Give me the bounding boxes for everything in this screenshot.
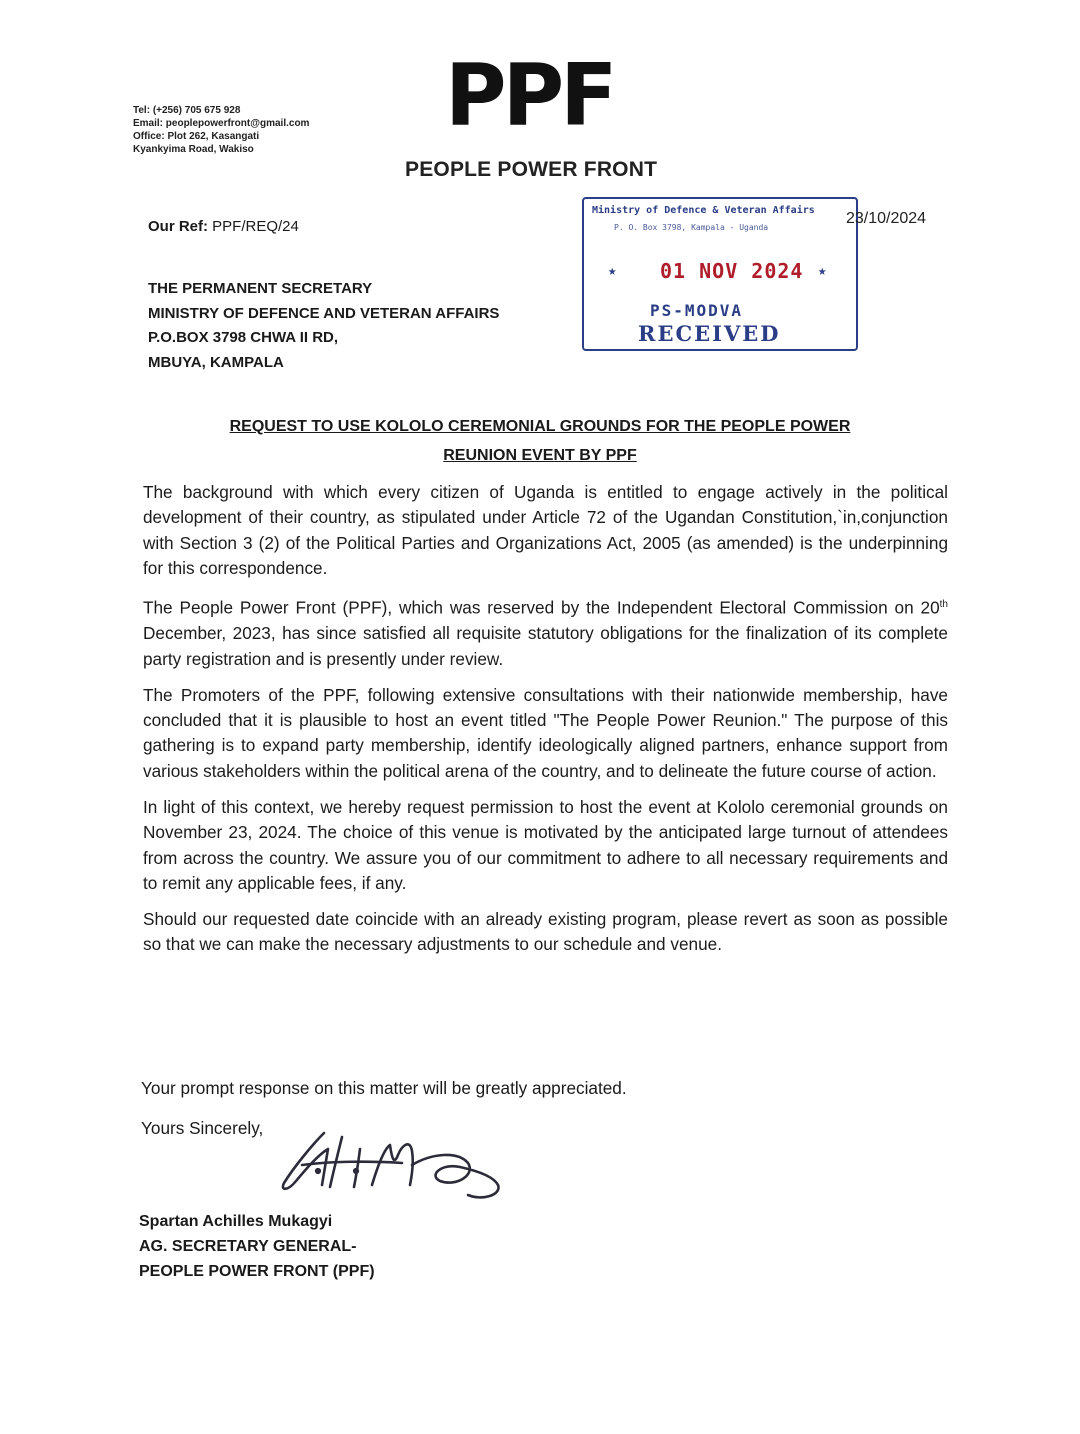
letter-date: 23/10/2024 bbox=[846, 210, 927, 227]
handwritten-signature bbox=[272, 1125, 507, 1210]
stamp-ministry: Ministry of Defence & Veteran Affairs bbox=[592, 205, 815, 216]
stamp-status: RECEIVED bbox=[638, 321, 781, 346]
valediction: Yours Sincerely, bbox=[141, 1118, 264, 1138]
recipient-line: P.O.BOX 3798 CHWA II RD, bbox=[148, 329, 339, 346]
contact-office: Office: Plot 262, Kasangati bbox=[133, 131, 260, 142]
paragraph-text: The People Power Front (PPF), which was reserved by the Independent Electoral Commission on 20 bbox=[143, 597, 940, 618]
paragraph: In light of this context, we hereby request permission to host the event at Kololo ceremonial grounds on November 23, 2024. The choice of this venue is motivated by the anticipated large turnout of attendees from across the country. We assure you of our commitment to adhere to all necessary requirements and to remit any applicable fees, if any. bbox=[143, 797, 948, 893]
ordinal-suffix: th bbox=[939, 599, 948, 611]
stamp-address: P. O. Box 3798, Kampala - Uganda bbox=[614, 223, 769, 232]
recipient-line: THE PERMANENT SECRETARY bbox=[148, 280, 373, 297]
reference-label: Our Ref: bbox=[148, 218, 208, 235]
recipient-line: MINISTRY OF DEFENCE AND VETERAN AFFAIRS bbox=[148, 304, 500, 322]
paragraph: The background with which every citizen of Uganda is entitled to engage actively in the political development of their country, as stipulated under Article 72 of the Ugandan Constitution,`in,conjunction with Section 3 (2) of the Political Parties and Organizations Act, 2005 (as amended) is the underpinning for this correspondence. bbox=[143, 482, 948, 578]
recipient-line: MBUYA, KAMPALA bbox=[148, 353, 284, 371]
paragraph: Should our requested date coincide with an already existing program, please revert as soon as possible so that we can make the necessary adjustments to our schedule and venue. bbox=[143, 909, 948, 955]
letter-body bbox=[143, 480, 948, 969]
contact-block bbox=[133, 104, 309, 156]
ppf-logo: PPF bbox=[445, 45, 614, 145]
received-stamp bbox=[582, 197, 858, 351]
subject-line: REUNION EVENT BY PPF bbox=[443, 447, 637, 464]
letter-subject bbox=[170, 412, 910, 470]
star-icon: ★ bbox=[818, 263, 827, 279]
star-icon: ★ bbox=[608, 263, 617, 279]
signatory-organization: PEOPLE POWER FRONT (PPF) bbox=[139, 1263, 375, 1280]
paragraph-text: December, 2023, has since satisfied all requisite statutory obligations for the finalization of its complete party registration and is presently under review. bbox=[143, 623, 948, 669]
paragraph bbox=[143, 592, 948, 672]
signatory-name: Spartan Achilles Mukagyi bbox=[139, 1213, 333, 1230]
closing-line: Your prompt response on this matter will be greatly appreciated. bbox=[141, 1078, 627, 1098]
stamp-office: PS-MODVA bbox=[650, 301, 744, 320]
stamp-date: 01 NOV 2024 bbox=[660, 259, 804, 283]
organization-name: PEOPLE POWER FRONT bbox=[405, 158, 658, 181]
signatory-title: AG. SECRETARY GENERAL- bbox=[139, 1238, 357, 1255]
subject-line: REQUEST TO USE KOLOLO CEREMONIAL GROUNDS FOR THE PEOPLE POWER bbox=[229, 418, 851, 435]
contact-office-road: Kyankyima Road, Wakiso bbox=[133, 144, 254, 155]
paragraph: The Promoters of the PPF, following extensive consultations with their nationwide membership, have concluded that it is plausible to host an event titled "The People Power Reunion." The purpose of this gathering is to expand party membership, identify ideologically aligned partners, enhance support from various stakeholders within the political arena of the country, and to delineate the future course of action. bbox=[143, 684, 948, 781]
reference-line bbox=[148, 218, 299, 235]
recipient-address bbox=[148, 277, 499, 375]
signatory-block bbox=[139, 1209, 375, 1284]
contact-tel: Tel: (+256) 705 675 928 bbox=[133, 105, 241, 116]
contact-email: Email: peoplepowerfront@gmail.com bbox=[133, 118, 310, 129]
reference-value: PPF/REQ/24 bbox=[212, 218, 299, 235]
